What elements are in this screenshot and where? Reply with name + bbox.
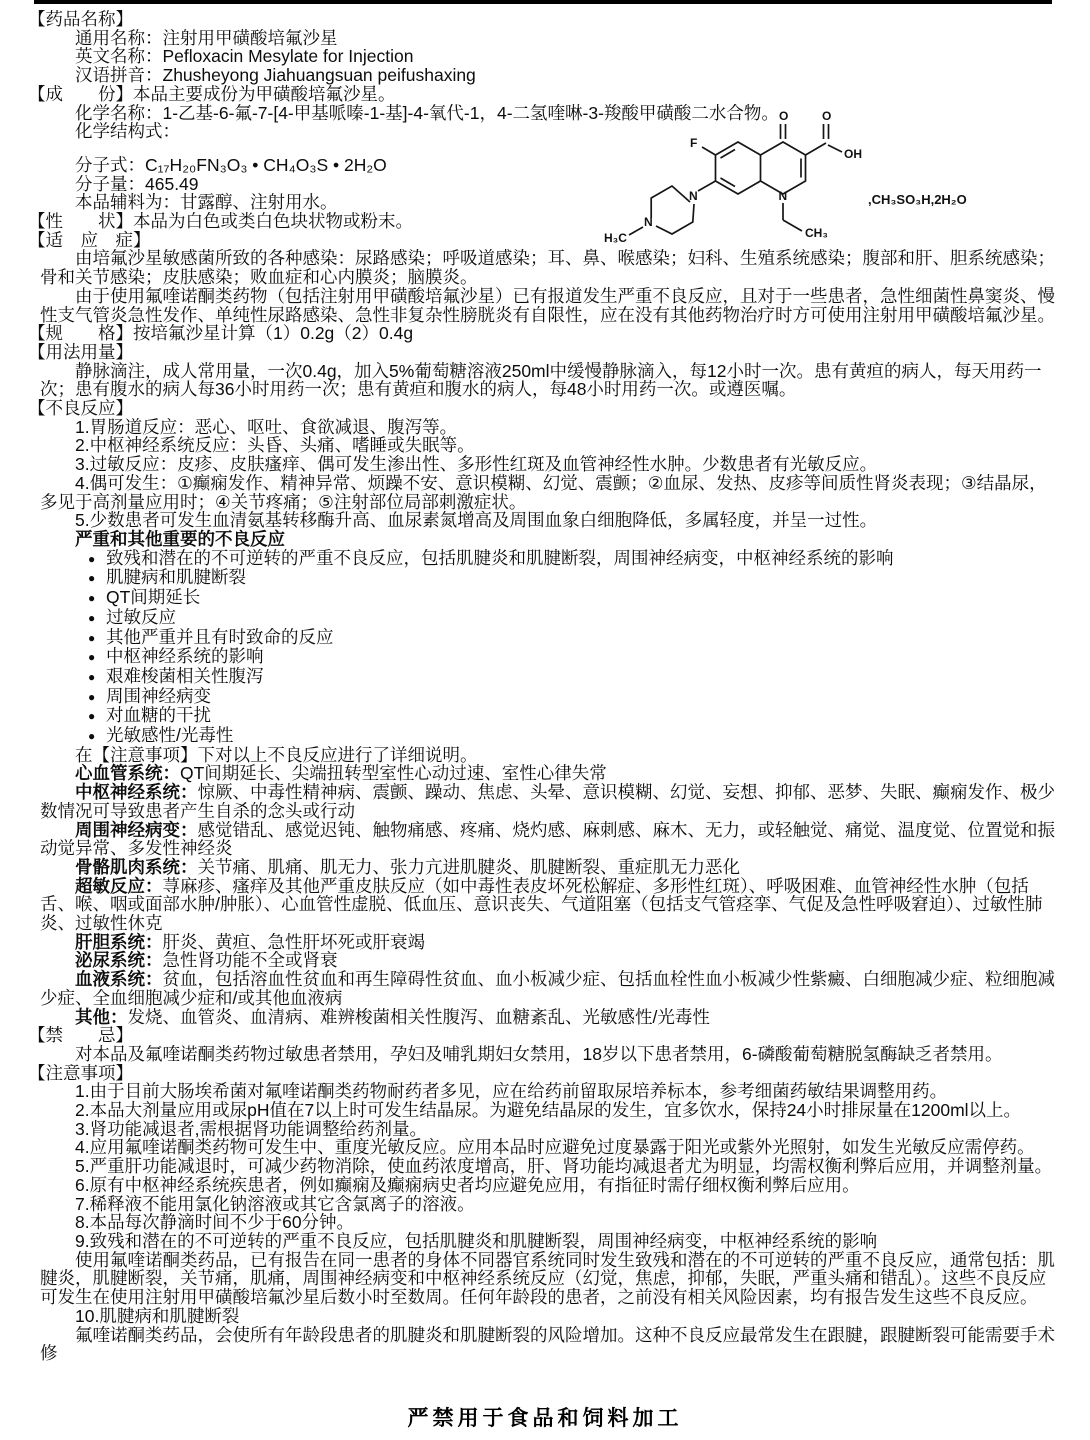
section-heading-dosage [28,343,1056,362]
indications-paragraph-2: 由于使用氟喹诺酮类药物（包括注射用甲磺酸培氟沙星）已有报道发生严重不良反应，且对于一些患者，急性细菌性鼻窦炎、慢性支气管炎急性发作、单纯性尿路感染、急性非复杂性膀胱炎有自限性，应在没有其他药物治疗时方可使用注射用甲磺酸培氟沙星。 [40,285,1055,325]
heading-text: 【规 格】 [28,323,133,344]
heading-text: 【用法用量】 [28,341,133,362]
scan-artifact-top-bar [34,0,1052,4]
precaution-item-4: 4.应用氟喹诺酮类药物可发生中、重度光敏反应。应用本品时应避免过度暴露于阳光或紫外光照射，如发生光敏反应需停药。 [75,1137,1035,1158]
system-text: 荨麻疹、瘙痒及其他严重皮肤反应（如中毒性表皮坏死松解症、多形性红斑）、呼吸困难、血管神经性水肿（包括舌、喉、咽或面部水肿/肿胀）、心血管性虚脱、低血压、意识丧失、气道阻塞（包括支气管痉挛、气促及急性呼吸窘迫）、过敏性肺炎、过敏性休克 [40,875,1043,934]
precaution-item-1: 1.由于目前大肠埃希菌对氟喹诺酮类药物耐药者多见，应在给药前留取尿培养标本，参考细菌药敏结果调整用药。 [75,1081,948,1102]
adverse-item-1: 1.胃肠道反应：恶心、呕吐、食欲减退、腹泻等。 [75,416,458,437]
system-label: 血液系统： [75,969,163,990]
system-row-blood [40,970,1056,1007]
system-text: 感觉错乱、感觉迟钝、触物痛感、疼痛、烧灼感、麻刺感、麻木、无力，或轻触觉、痛觉、温度觉、位置觉和振动觉异常、多发性神经炎 [40,819,1055,859]
field-label: 化学结构式： [75,121,180,142]
serious-bullet-item [40,628,1056,648]
precaution-item-2: 2.本品大剂量应用或尿pH值在7以上时可发生结晶尿。为避免结晶尿的发生，宜多饮水，保持24小时排尿量在1200ml以上。 [75,1100,1022,1121]
bullet-icon: ● [88,729,96,744]
serious-bullet-item [40,667,1056,687]
system-text: 肝炎、黄疸、急性肝坏死或肝衰竭 [162,931,425,952]
bullet-text: 肌腱病和肌腱断裂 [106,567,246,588]
field-value: 本品辅料为：甘露醇、注射用水。 [75,192,338,213]
precaution-item-6: 6.原有中枢神经系统疾患者，例如癫痫及癫痫病史者均应避免应用，有指征时需仔细权衡利弊后应用。 [75,1174,860,1195]
system-label: 肝胆系统： [75,931,163,952]
field-label: 分子量： [75,173,145,194]
molecular-weight: 465.49 [145,173,199,194]
serious-bullet-item [40,588,1056,608]
generic-name-row [40,29,1056,48]
bullet-icon: ● [88,630,96,645]
system-text: 急性肾功能不全或肾衰 [162,950,338,971]
pinyin-row [40,66,1056,85]
bullet-text: 周围神经病变 [106,685,211,706]
composition-intro: 本品主要成份为甲磺酸培氟沙星。 [133,83,396,104]
field-value: 1-乙基-6-氟-7-[4-甲基哌嗪-1-基]-4-氧代-1，4-二氢喹啉-3-羧酸甲磺酸二水合物。 [162,102,779,123]
precaution-item-10-detail: 氟喹诺酮类药品，会使所有年龄段患者的肌腱炎和肌腱断裂的风险增加。这种不良反应最常发生在跟腱，跟腱断裂可能需要手术修 [40,1324,1055,1364]
serious-bullet-item [40,726,1056,746]
bullet-text: QT间期延长 [106,587,201,608]
field-label: 分子式： [75,154,145,175]
bullet-text: 致残和潜在的不可逆转的严重不良反应，包括肌腱炎和肌腱断裂，周围神经病变，中枢神经系统的影响 [106,547,894,568]
precaution-item-3: 3.肾功能减退者,需根据肾功能调整给药剂量。 [75,1118,427,1139]
system-label: 骨骼肌肉系统： [75,856,198,877]
heading-text: 【不良反应】 [28,398,133,419]
system-row-hepatobiliary [40,933,1056,952]
system-row-hypersensitivity [40,877,1056,933]
system-row-urinary [40,951,1056,970]
system-label: 心血管系统： [75,763,180,784]
serious-bullet-item [40,549,1056,569]
bullet-icon: ● [88,669,96,684]
bullet-text: 中枢神经系统的影响 [106,646,264,667]
heading-text: 【禁 忌】 [28,1025,133,1046]
system-text: 惊厥、中毒性精神病、震颤、躁动、焦虑、头晕、意识模糊、幻觉、妄想、抑郁、恶梦、失眠、癫痫发作、极少数情况可导致患者产生自杀的念头或行动 [40,782,1055,821]
serious-bullet-item [40,687,1056,707]
field-label: 英文名称： [75,46,163,67]
serious-bullet-item [40,608,1056,628]
heading-text: 【适 应 症】 [28,229,151,250]
atom-label-o: O [822,109,832,123]
indications-paragraph-1: 由培氟沙星敏感菌所致的各种感染：尿路感染；呼吸道感染；耳、鼻、喉感染；妇科、生殖系统感染；腹部和肝、胆系统感染；骨和关节感染；皮肤感染；败血症和心内膜炎；脑膜炎。 [40,248,1055,288]
field-value: 注射用甲磺酸培氟沙星 [162,27,338,48]
bullet-icon: ● [88,571,96,586]
system-text: QT间期延长、尖端扭转型室性心动过速、室性心律失常 [180,763,607,784]
adverse-item-2: 2.中枢神经系统反应：头昏、头痛、嗜睡或失眠等。 [75,435,475,456]
system-text: 贫血，包括溶血性贫血和再生障碍性贫血、血小板减少症、包括血栓性血小板减少性紫癜、白细胞减少症、粒细胞减少症、全血细胞减少症和/或其他血液病 [40,969,1055,1008]
field-label: 汉语拼音： [75,65,163,86]
precaution-item-5: 5.严重肝功能减退时，可减少药物消除，使血药浓度增高，肝、肾功能均减退者尤为明显，均需权衡利弊后应用，并调整剂量。 [75,1156,1053,1177]
atom-label-f: F [690,136,698,150]
bullet-text: 对血糖的干扰 [106,705,211,726]
system-label: 中枢神经系统： [75,782,198,803]
mesylate-salt-label: ,CH₃SO₃H,2H₂O [868,192,967,207]
system-label: 其他： [75,1006,128,1027]
bullet-icon: ● [88,709,96,724]
bullet-icon: ● [88,650,96,665]
atom-label-h3c: H₃C [604,231,627,245]
bullet-icon: ● [88,591,96,606]
bullet-text: 其他严重并且有时致命的反应 [106,626,334,647]
bullet-icon: ● [88,610,96,625]
serious-bullet-item [40,568,1056,588]
bullet-text: 过敏反应 [106,606,176,627]
atom-label-n: N [689,189,698,203]
heading-text: 【性 状】 [28,211,133,232]
section-heading-drug-name [28,10,1056,29]
bullet-icon: ● [88,689,96,704]
molecular-formula: C₁₇H₂₀FN₃O₃ • CH₄O₃S • 2H₂O [145,154,387,175]
strength-text: 按培氟沙星计算（1）0.2g（2）0.4g [133,323,414,344]
serious-reactions-heading: 严重和其他重要的不良反应 [75,528,285,549]
precaution-item-9: 9.致残和潜在的不可逆转的严重不良反应，包括肌腱炎和肌腱断裂，周围神经病变，中枢神经系统的影响 [75,1231,878,1251]
heading-text: 【成 份】 [28,83,133,104]
footer-warning: 严禁用于食品和饲料加工 [407,1407,683,1430]
precaution-item-8: 8.本品每次静滴时间不少于60分钟。 [75,1212,355,1233]
atom-label-n: N [644,215,653,229]
system-label: 超敏反应： [75,875,163,896]
system-row-musculoskeletal [40,858,1056,877]
atom-label-oh: OH [844,147,862,161]
heading-text: 【药品名称】 [28,9,133,29]
dosage-paragraph: 静脉滴注，成人常用量，一次0.4g，加入5%葡萄糖溶液250ml中缓慢静脉滴入，每12小时一次。患有黄疸的病人，每天用药一次；患有腹水的病人每36小时用药一次；患有黄疸和腹水的病人，每48小时用药一次。或遵医嘱。 [40,360,1042,400]
serious-bullet-item [40,647,1056,667]
contraindications-paragraph: 对本品及氟喹诺酮类药物过敏患者禁用，孕妇及哺乳期妇女禁用，18岁以下患者禁用，6-磷酸葡萄糖脱氢酶缺乏者禁用。 [75,1043,1003,1064]
adverse-item-4: 4.偶可发生：①癫痫发作、精神异常、烦躁不安、意识模糊、幻觉、震颤；②血尿、发热、皮疹等间质性肾炎表现；③结晶尿，多见于高剂量应用时；④关节疼痛；⑤注射部位局部刺激症状。 [40,472,1047,512]
adverse-item-5: 5.少数患者可发生血清氨基转移酶升高、血尿素氮增高及周围血象白细胞降低，多属轻度，并呈一过性。 [75,510,878,531]
section-heading-precautions [28,1064,1056,1083]
bullet-icon: ● [88,551,96,566]
atom-label-o: O [779,109,789,123]
field-value: Zhusheyong Jiahuangsuan peifushaxing [162,65,476,86]
field-value: Pefloxacin Mesylate for Injection [162,46,414,67]
section-heading-contraindications [28,1026,1056,1045]
adverse-note: 在【注意事项】下对以上不良反应进行了详细说明。 [75,744,478,765]
chemical-structure-diagram [590,108,1060,258]
system-row-peripheral-neuropathy [40,821,1056,858]
system-label: 周围神经病变： [75,819,198,840]
system-row-cardiovascular [40,764,1056,783]
adverse-item-3: 3.过敏反应：皮疹、皮肤瘙痒、偶可发生渗出性、多形性红斑及血管神经性水肿。少数患者有光敏反应。 [75,454,878,475]
field-label: 通用名称： [75,27,163,48]
heading-text: 【注意事项】 [28,1062,133,1083]
serious-bullet-item [40,706,1056,726]
system-row-other [40,1008,1056,1027]
system-text: 发烧、血管炎、血清病、难辨梭菌相关性腹泻、血糖紊乱、光敏感性/光毒性 [127,1006,710,1027]
bullet-text: 光敏感性/光毒性 [106,725,234,746]
precaution-item-9-detail: 使用氟喹诺酮类药品，已有报告在同一患者的身体不同器官系统同时发生致残和潜在的不可逆转的严重不良反应，通常包括：肌腱炎，肌腱断裂，关节痛，肌痛，周围神经病变和中枢神经系统反应（幻觉，焦虑，抑郁，失眠，严重头痛和错乱）。这些不良反应可发生在使用注射用甲磺酸培氟沙星后数小时至数周。任何年龄段的患者，之前没有相关风险因素，均有报告发生这些不良反应。 [40,1249,1055,1308]
system-text: 关节痛、肌痛、肌无力、张力亢进肌腱炎、肌腱断裂、重症肌无力恶化 [197,856,740,877]
system-label: 泌尿系统： [75,950,163,971]
description-text: 本品为白色或类白色块状物或粉末。 [133,211,413,232]
english-name-row [40,47,1056,66]
system-row-cns [40,783,1056,820]
bullet-text: 艰难梭菌相关性腹泻 [106,665,264,686]
field-label: 化学名称： [75,102,163,123]
section-heading-adverse-reactions [28,399,1056,418]
atom-label-ch3: CH₃ [805,226,828,240]
precaution-item-10: 10.肌腱病和肌腱断裂 [75,1305,240,1326]
section-heading-strength [28,324,1056,343]
precaution-item-7: 7.稀释液不能用氯化钠溶液或其它含氯离子的溶液。 [75,1193,475,1214]
atom-label-n: N [778,189,788,203]
section-heading-composition [28,85,1056,104]
